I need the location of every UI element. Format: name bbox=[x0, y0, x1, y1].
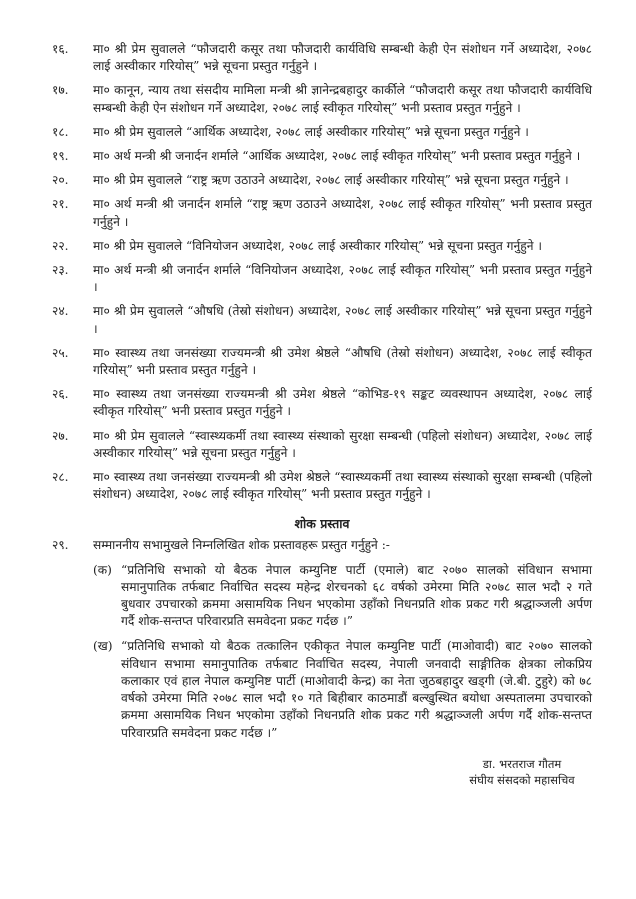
item-number: २४. bbox=[52, 304, 69, 319]
item-text: मा० श्री प्रेम सुवालले “राष्ट्र ऋण उठाउने अध्यादेश, २०७८ लाई अस्वीकार गरियोस्” भन्ने सूचना प्रस्तुत गर्नुहुने । bbox=[93, 173, 569, 188]
item-text: मा० श्री प्रेम सुवालले “आर्थिक अध्यादेश, २०७८ लाई अस्वीकार गरियोस्” भन्ने सूचना प्रस्तुत गर्नुहुने । bbox=[93, 124, 529, 139]
agenda-item bbox=[52, 82, 592, 116]
agenda-item bbox=[52, 469, 592, 503]
condolence-subitem bbox=[93, 638, 592, 741]
signatory-name: डा. भरतराज गौतम bbox=[482, 756, 562, 771]
condolence-subitem bbox=[93, 562, 592, 631]
item-text: मा० कानून, न्याय तथा संसदीय मामिला मन्त्री श्री ज्ञानेन्द्रबहादुर कार्कीले “फौजदारी कसूर तथा फौजदारी कार्यविधि सम्बन्धी केही ऐन संशोधन गर्ने अध्यादेश, २०७८ लाई स्वीकृत गरियोस्” भनी प्रस्ताव प्रस्तुत गर्नुहुने । bbox=[93, 83, 592, 115]
item-number: १७. bbox=[52, 83, 69, 98]
item-number: २२. bbox=[52, 238, 69, 253]
item-number: २९. bbox=[52, 538, 69, 553]
agenda-item bbox=[52, 386, 592, 420]
item-text: मा० श्री प्रेम सुवालले “स्वास्थ्यकर्मी तथा स्वास्थ्य संस्थाको सुरक्षा सम्बन्धी (पहिलो संशोधन) अध्यादेश, २०७८ लाई अस्वीकार गरियोस्” भन्ने सूचना प्रस्तुत गर्नुहुने । bbox=[93, 428, 592, 460]
item-number: २५. bbox=[52, 345, 69, 360]
subitem-label: (ख) bbox=[93, 639, 113, 654]
item-number: २३. bbox=[52, 263, 69, 278]
item-number: १६. bbox=[52, 42, 69, 56]
agenda-item bbox=[52, 537, 592, 554]
item-number: २७. bbox=[52, 428, 69, 443]
item-text: मा० श्री प्रेम सुवालले “औषधि (तेस्रो संशोधन) अध्यादेश, २०७८ लाई अस्वीकार गरियोस्” भन्ने सूचना प्रस्तुत गर्नुहुने । bbox=[93, 304, 592, 336]
agenda-item bbox=[52, 148, 592, 165]
item-number: २१. bbox=[52, 197, 69, 212]
agenda-item bbox=[52, 303, 592, 337]
subitem-label: (क) bbox=[93, 562, 112, 577]
agenda-item bbox=[52, 262, 592, 296]
item-text: मा० श्री प्रेम सुवालले “फौजदारी कसूर तथा फौजदारी कार्यविधि सम्बन्धी केही ऐन संशोधन गर्ने अध्यादेश, २०७८ लाई अस्वीकार गरियोस्” भन्ने सूचना प्रस्तुत गर्नुहुने । bbox=[93, 42, 592, 74]
agenda-list bbox=[52, 41, 592, 503]
item-text: मा० स्वास्थ्य तथा जनसंख्या राज्यमन्त्री श्री उमेश श्रेष्ठले “स्वास्थ्यकर्मी तथा स्वास्थ्य संस्थाको सुरक्षा सम्बन्धी (पहिलो संशोधन) अध्यादेश, २०७८ लाई स्वीकृत गरियोस्” भनी प्रस्ताव प्रस्तुत गर्नुहुने । bbox=[93, 470, 592, 502]
item-text: सम्माननीय सभामुखले निम्नलिखित शोक प्रस्तावहरू प्रस्तुत गर्नुहुने :- bbox=[93, 538, 390, 553]
item-text: मा० स्वास्थ्य तथा जनसंख्या राज्यमन्त्री श्री उमेश श्रेष्ठले “औषधि (तेस्रो संशोधन) अध्यादेश, २०७८ लाई स्वीकृत गरियोस्” भनी प्रस्ताव प्रस्तुत गर्नुहुने । bbox=[93, 345, 592, 378]
item-number: २०. bbox=[52, 173, 69, 188]
item-text: मा० अर्थ मन्त्री श्री जनार्दन शर्माले “राष्ट्र ऋण उठाउने अध्यादेश, २०७८ लाई स्वीकृत गरियोस्” भनी प्रस्ताव प्रस्तुत गर्नुहुने । bbox=[93, 197, 592, 229]
section-heading: शोक प्रस्ताव bbox=[294, 516, 350, 532]
signature-block bbox=[452, 756, 592, 788]
item-number: २८. bbox=[52, 470, 69, 485]
agenda-item bbox=[52, 196, 592, 230]
item-text: मा० अर्थ मन्त्री श्री जनार्दन शर्माले “आर्थिक अध्यादेश, २०७८ लाई स्वीकृत गरियोस्” भनी प्रस्ताव प्रस्तुत गर्नुहुने । bbox=[93, 149, 581, 164]
item-text: मा० स्वास्थ्य तथा जनसंख्या राज्यमन्त्री श्री उमेश श्रेष्ठले “कोभिड-१९ सङ्कट व्यवस्थापन अध्यादेश, २०७८ लाई स्वीकृत गरियोस्” भनी प्रस्ताव प्रस्तुत गर्नुहुने । bbox=[93, 387, 592, 419]
item-text: मा० श्री प्रेम सुवालले “विनियोजन अध्यादेश, २०७८ लाई अस्वीकार गरियोस्” भन्ने सूचना प्रस्तुत गर्नुहुने । bbox=[93, 238, 542, 253]
item-number: २६. bbox=[52, 387, 69, 402]
item-text: मा० अर्थ मन्त्री श्री जनार्दन शर्माले “विनियोजन अध्यादेश, २०७८ लाई स्वीकृत गरियोस्” भनी प्रस्ताव प्रस्तुत गर्नुहुने । bbox=[93, 263, 592, 295]
agenda-item bbox=[52, 172, 592, 189]
subitem-text: “प्रतिनिधि सभाको यो बैठक नेपाल कम्युनिष्ट पार्टी (एमाले) बाट २०७० सालको संविधान सभामा समानुपातिक तर्फबाट निर्वाचित सदस्य महेन्द्र शेरचनको ६८ वर्षको उमेरमा मिति २०७८ साल भदौ २ गते बुधवार उपचारको क्रममा असामयिक निधन भएकोमा उहाँको निधनप्रति शोक प्रकट गरी श्रद्धाञ्जली अर्पण गर्दै शोक-सन्तप्त परिवारप्रति समवेदना प्रकट गर्दछ ।” bbox=[121, 562, 592, 629]
document-page bbox=[52, 41, 592, 787]
signatory-title: संघीय संसदको महासचिव bbox=[469, 772, 575, 787]
item-number: १८. bbox=[52, 124, 69, 139]
agenda-item bbox=[52, 345, 592, 379]
item-number: १९. bbox=[52, 149, 69, 164]
subitem-text: “प्रतिनिधि सभाको यो बैठक तत्कालिन एकीकृत नेपाल कम्युनिष्ट पार्टी (माओवादी) बाट २०७० सालको संविधान सभामा समानुपातिक तर्फबाट निर्वाचित सदस्य, नेपाली जनवादी साङ्गीतिक क्षेत्रका लोकप्रिय कलाकार एवं हाल नेपाल कम्युनिष्ट पार्टी (माओवादी केन्द्र) का नेता जुठबहादुर खड्गी (जे.बी. टुहुरे) को ७८ वर्षको उमेरमा मिति २०७८ साल भदौ १० गते बिहीबार काठमाडौं बल्खुस्थित बयोधा अस्पतालमा उपचारको क्रममा असामयिक निधन भएकोमा उहाँको निधनप्रति शोक प्रकट गरी श्रद्धाञ्जली अर्पण गर्दै शोक-सन्तप्त परिवारप्रति समवेदना प्रकट गर्दछ ।” bbox=[121, 639, 592, 740]
agenda-item bbox=[52, 124, 592, 141]
agenda-item bbox=[52, 41, 592, 75]
agenda-item bbox=[52, 428, 592, 462]
agenda-item bbox=[52, 238, 592, 255]
